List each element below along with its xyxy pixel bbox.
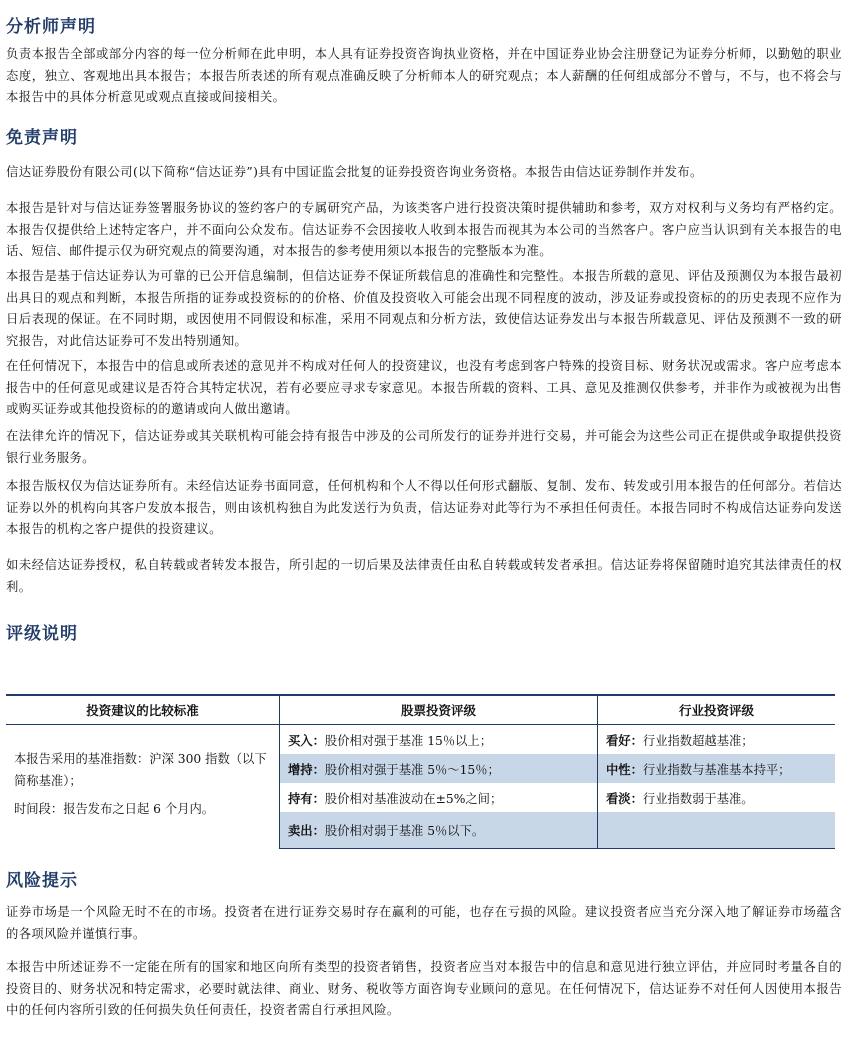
rating-label: 增持： bbox=[288, 761, 325, 777]
stock-rating-buy bbox=[280, 725, 598, 755]
risk-heading: 风险提示 bbox=[6, 871, 78, 891]
industry-rating-empty bbox=[598, 812, 836, 849]
analyst-heading: 分析师声明 bbox=[6, 17, 96, 37]
risk-paragraph: 本报告中所述证券不一定能在所有的国家和地区向所有类型的投资者销售，投资者应当对本报告中的信息和意见进行独立评估，并应同时考量各自的投资目的、财务状况和特定需求，必要时就法律、商业、财务、税收等方面咨询专业顾问的意见。在任何情况下，信达证券不对任何人因使用本报告中的任何内容所引致的任何损失负任何责任，投资者需自行承担风险。 bbox=[6, 960, 842, 1017]
disclaimer-paragraph: 本报告版权仅为信达证券所有。未经信达证券书面同意，任何机构和个人不得以任何形式翻版、复制、发布、转发或引用本报告的任何部分。若信达证券以外的机构向其客户发放本报告，则由该机构独自为此发送行为负责，信达证券对此等行为不承担任何责任。本报告同时不构成信达证券向发送本报告的机构之客户提供的投资建议。 bbox=[6, 479, 842, 536]
rating-desc: 股价相对基准波动在±5%之间； bbox=[324, 791, 503, 806]
risk-paragraph: 证券市场是一个风险无时不在的市场。投资者在进行证券交易时存在赢利的可能，也存在亏损的风险。建议投资者应当充分深入地了解证券市场蕴含的各项风险并谨慎行事。 bbox=[6, 905, 842, 941]
rating-label: 中性： bbox=[606, 761, 643, 777]
header-stock-rating: 股票投资评级 bbox=[280, 695, 598, 725]
rating-label: 看淡： bbox=[606, 790, 643, 806]
disclaimer-paragraph: 本报告是针对与信达证券签署服务协议的签约客户的专属研究产品，为该类客户进行投资决策时提供辅助和参考，双方对权利与义务均有严格约定。本报告仅提供给上述特定客户，并不面向公众发布。信达证券不会因接收人收到本报告而视其为本公司的当然客户。客户应当认识到有关本报告的电话、短信、邮件提示仅为研究观点的简要沟通，对本报告的参考使用须以本报告的完整版本为准。 bbox=[6, 201, 842, 258]
benchmark-period: 时间段：报告发布之日起 6 个月内。 bbox=[14, 801, 215, 816]
rating-desc: 行业指数超越基准； bbox=[642, 733, 754, 748]
stock-rating-hold bbox=[280, 783, 598, 812]
stock-rating-overweight bbox=[280, 754, 598, 783]
disclaimer-paragraph: 如未经信达证券授权，私自转载或者转发本报告，所引起的一切后果及法律责任由私自转载或转发者承担。信达证券将保留随时追究其法律责任的权利。 bbox=[6, 558, 842, 594]
stock-rating-sell bbox=[280, 812, 598, 849]
industry-rating-positive bbox=[598, 725, 836, 755]
benchmark-index: 本报告采用的基准指数：沪深 300 指数（以下简称基准）； bbox=[14, 751, 267, 788]
industry-rating-negative bbox=[598, 783, 836, 812]
rating-label: 买入： bbox=[288, 732, 325, 748]
analyst-statement: 负责本报告全部或部分内容的每一位分析师在此申明，本人具有证券投资咨询执业资格，并在中国证券业协会注册登记为证券分析师，以勤勉的职业态度，独立、客观地出具本报告；本报告所表述的所有观点准确反映了分析师本人的研究观点；本人薪酬的任何组成部分不曾与，不与，也不将会与本报告中的具体分析意见或观点直接或间接相关。 bbox=[6, 47, 842, 104]
header-industry-rating: 行业投资评级 bbox=[598, 695, 836, 725]
industry-rating-neutral bbox=[598, 754, 836, 783]
rating-label: 持有： bbox=[288, 790, 325, 806]
rating-desc: 股价相对强于基准 5％～15％； bbox=[324, 762, 500, 777]
disclaimer-paragraph: 信达证券股份有限公司(以下简称“信达证券”)具有中国证监会批复的证券投资咨询业务资格。本报告由信达证券制作并发布。 bbox=[6, 165, 703, 179]
table-row bbox=[6, 725, 835, 755]
rating-table bbox=[6, 694, 835, 849]
header-benchmark: 投资建议的比较标准 bbox=[6, 695, 280, 725]
disclaimer-heading: 免责声明 bbox=[6, 128, 78, 148]
rating-label: 卖出： bbox=[288, 823, 325, 838]
rating-label: 看好： bbox=[606, 732, 643, 748]
benchmark-cell bbox=[6, 725, 280, 849]
disclaimer-paragraph: 在法律允许的情况下，信达证券或其关联机构可能会持有报告中涉及的公司所发行的证券并进行交易，并可能会为这些公司正在提供或争取提供投资银行业务服务。 bbox=[6, 429, 842, 465]
disclaimer-paragraph: 本报告是基于信达证券认为可靠的已公开信息编制，但信达证券不保证所载信息的准确性和完整性。本报告所载的意见、评估及预测仅为本报告最初出具日的观点和判断，本报告所指的证券或投资标的的价格、价值及投资收入可能会出现不同程度的波动，涉及证券或投资标的的历史表现不应作为日后表现的保证。在不同时期，或因使用不同假设和标准，采用不同观点和分析方法，致使信达证券发出与本报告所载意见、评估及预测不一致的研究报告，对此信达证券可不发出特别通知。 bbox=[6, 269, 842, 348]
rating-desc: 行业指数弱于基准。 bbox=[642, 791, 754, 806]
rating-desc: 行业指数与基准基本持平； bbox=[642, 762, 791, 777]
disclaimer-paragraph: 在任何情况下，本报告中的信息或所表述的意见并不构成对任何人的投资建议，也没有考虑到客户特殊的投资目标、财务状况或需求。客户应考虑本报告中的任何意见或建议是否符合其特定状况，若有必要应寻求专家意见。本报告所载的资料、工具、意见及推测仅供参考，并非作为或被视为出售或购买证券或其他投资标的的邀请或向人做出邀请。 bbox=[6, 359, 842, 416]
rating-table-header bbox=[6, 695, 835, 725]
rating-desc: 股价相对弱于基准 5％以下。 bbox=[324, 824, 485, 838]
rating-desc: 股价相对强于基准 15％以上； bbox=[324, 733, 493, 748]
rating-heading: 评级说明 bbox=[6, 624, 78, 644]
